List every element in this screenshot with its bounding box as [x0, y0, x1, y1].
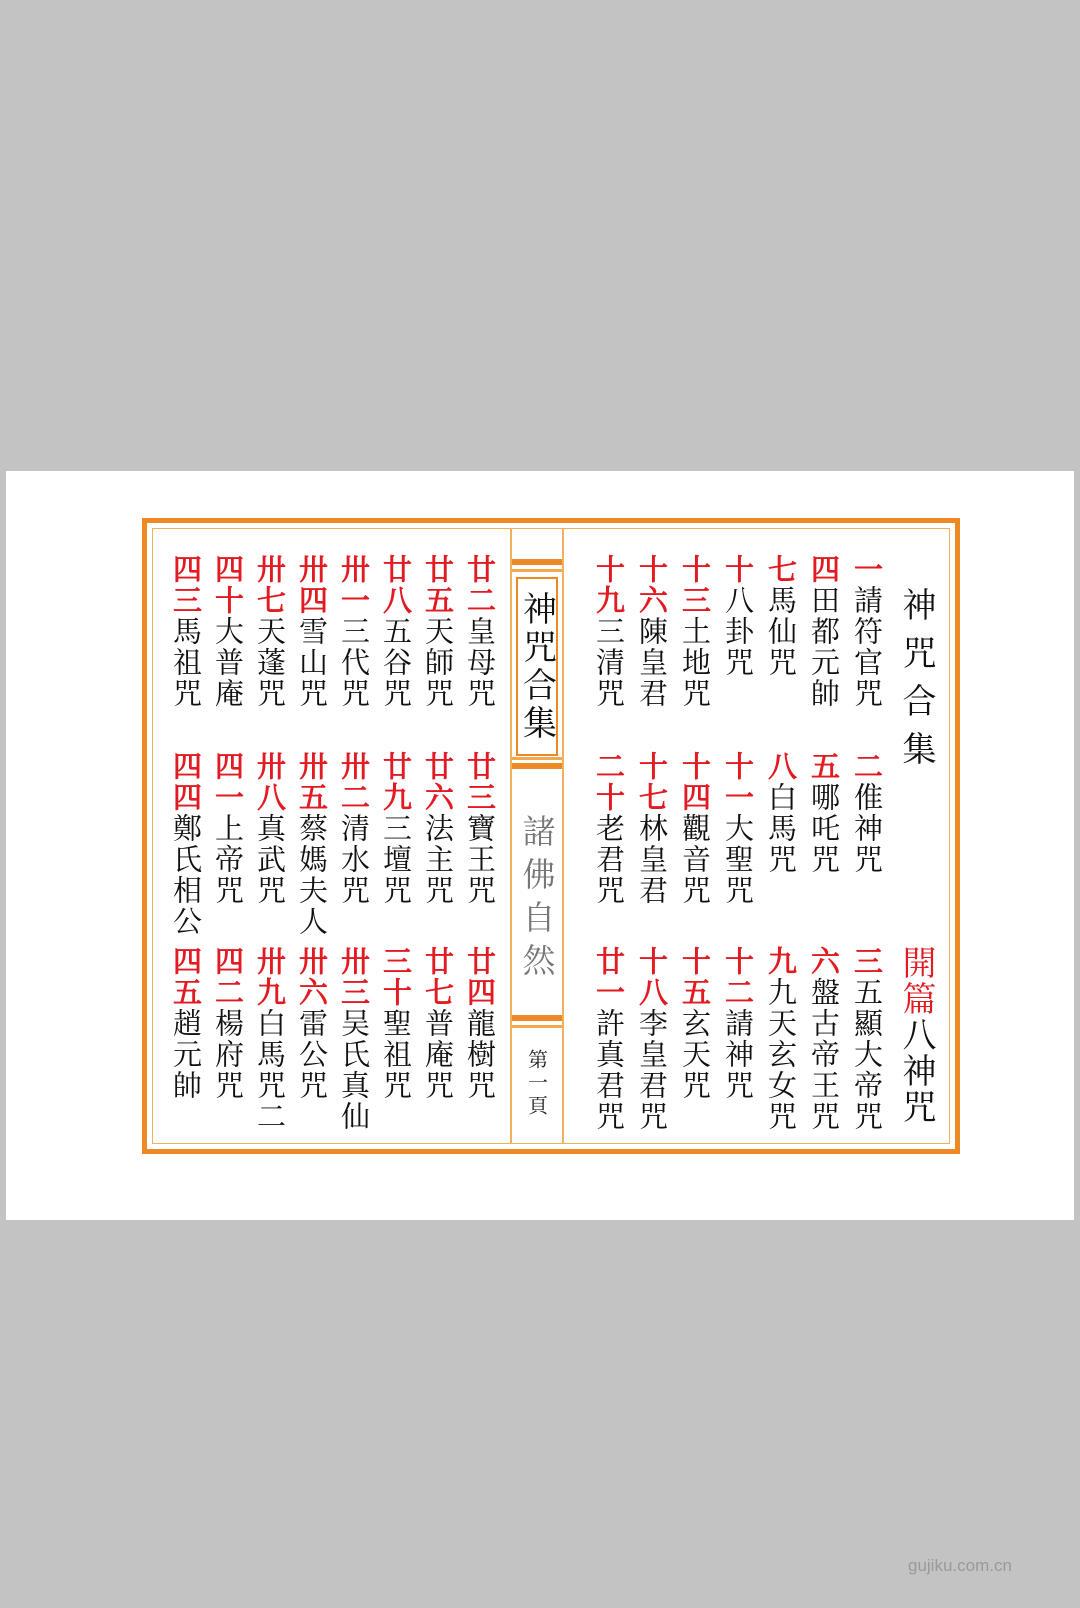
entry-title: 龍樹咒 [463, 1008, 497, 1101]
entry [848, 946, 886, 1132]
entry-title: 八卦咒 [721, 585, 755, 678]
entry-number: 七 [764, 554, 798, 585]
entry-number: 二十 [592, 751, 626, 813]
entry-number: 廿九 [379, 751, 413, 813]
entry-title: 盤古帝王咒 [807, 977, 841, 1132]
entry [805, 946, 843, 1132]
entry-number: 卅二 [337, 751, 371, 813]
entry-title: 九天玄女咒 [764, 977, 798, 1132]
entry-title: 五顯大帝咒 [850, 977, 884, 1132]
entry [805, 751, 843, 875]
spine-stripe [512, 559, 562, 565]
entry-number: 廿一 [592, 946, 626, 1008]
entry-title: 天蓬咒 [253, 616, 287, 709]
entry [590, 946, 628, 1132]
entry-number: 四三 [169, 554, 203, 616]
entry-title: 馬仙咒 [764, 585, 798, 678]
entry [251, 946, 289, 1132]
entry-title: 清水咒 [337, 813, 371, 906]
entry-number: 卅三 [337, 946, 371, 1008]
page-border [142, 518, 960, 1154]
entry [633, 554, 671, 709]
entry-number: 十八 [635, 946, 669, 1008]
entry [293, 751, 331, 937]
entry [209, 946, 247, 1101]
entry-number: 四一 [211, 751, 245, 813]
entry-number: 卅一 [337, 554, 371, 616]
entry [590, 554, 628, 709]
entry-title: 白馬咒二 [253, 1008, 287, 1132]
entry-number: 卅八 [253, 751, 287, 813]
entry [167, 751, 205, 937]
entry-title: 哪吒咒 [807, 782, 841, 875]
entry-title: 雷公咒 [295, 1008, 329, 1101]
entry [419, 554, 457, 709]
entry [293, 554, 331, 709]
entry-title: 玄天咒 [678, 1008, 712, 1101]
entry-number: 廿三 [463, 751, 497, 813]
watermark: gujiku.com.cn [908, 1556, 1012, 1575]
entry [419, 946, 457, 1101]
entry [461, 554, 499, 709]
spine-title: 神咒合集 [516, 577, 558, 756]
entry [461, 946, 499, 1101]
entry-number: 八 [764, 751, 798, 782]
entry-title: 李皇君咒 [635, 1008, 669, 1132]
entry [377, 946, 415, 1101]
entry-number: 十三 [678, 554, 712, 616]
entry-number: 廿六 [421, 751, 455, 813]
entry-number: 廿五 [421, 554, 455, 616]
entry-title: 陳皇君 [635, 616, 669, 709]
entry-title: 五谷咒 [379, 616, 413, 709]
entry-title: 大聖咒 [721, 813, 755, 906]
entry-title: 普庵咒 [421, 1008, 455, 1101]
entry [676, 946, 714, 1101]
entry-number: 卅五 [295, 751, 329, 813]
entry-title: 觀音咒 [678, 813, 712, 906]
entry-number: 四二 [211, 946, 245, 1008]
entry [461, 751, 499, 906]
entry-number: 卅四 [295, 554, 329, 616]
entry [590, 751, 628, 906]
entry-number: 三十 [379, 946, 413, 1008]
entry [676, 554, 714, 709]
entry-title: 三清咒 [592, 616, 626, 709]
entry-number: 四十 [211, 554, 245, 616]
spine-stripe [512, 757, 562, 760]
entry [377, 751, 415, 906]
entry-title: 皇母咒 [463, 616, 497, 709]
entry-number: 十五 [678, 946, 712, 1008]
entry [805, 554, 843, 709]
entry-title: 白馬咒 [764, 782, 798, 875]
entry-number: 十七 [635, 751, 669, 813]
entry [762, 554, 800, 678]
page-heading: 神咒合集 [896, 587, 936, 779]
entry-title: 老君咒 [592, 813, 626, 906]
entry-title: 天師咒 [421, 616, 455, 709]
entry [762, 946, 800, 1132]
entry [676, 751, 714, 906]
entry-number: 一 [850, 554, 884, 585]
entry-title: 聖祖咒 [379, 1008, 413, 1101]
entry-title: 請符官咒 [850, 585, 884, 709]
entry [335, 554, 373, 709]
subheading-red: 開篇 [896, 945, 936, 1017]
entry-title: 鄭氏相公 [169, 813, 203, 937]
entry [762, 751, 800, 875]
entry [167, 946, 205, 1101]
entry [719, 554, 757, 678]
entry [167, 554, 205, 709]
entry-number: 十四 [678, 751, 712, 813]
spine-stripe [512, 569, 562, 572]
spine-stripe [512, 1025, 562, 1028]
entry-title: 蔡媽夫人 [295, 813, 329, 937]
entry [633, 946, 671, 1132]
entry-number: 卅九 [253, 946, 287, 1008]
opening-subheading [897, 945, 935, 1125]
entry-number: 卅七 [253, 554, 287, 616]
entry-number: 廿七 [421, 946, 455, 1008]
inner-border [152, 528, 950, 1144]
entry-title: 三代咒 [337, 616, 371, 709]
entry-title: 寶王咒 [463, 813, 497, 906]
entry-title: 田都元帥 [807, 585, 841, 709]
entry-number: 六 [807, 946, 841, 977]
entry-number: 二 [850, 751, 884, 782]
entry [419, 751, 457, 906]
entry-title: 林皇君 [635, 813, 669, 906]
entry-number: 十六 [635, 554, 669, 616]
entry-number: 廿二 [463, 554, 497, 616]
spine-stripe [512, 763, 562, 769]
entry [251, 751, 289, 906]
entry-number: 三 [850, 946, 884, 977]
entry-title: 上帝咒 [211, 813, 245, 906]
entry-title: 許真君咒 [592, 1008, 626, 1132]
entry-title: 吴氏真仙 [337, 1008, 371, 1132]
book-page [6, 471, 1074, 1220]
entry-number: 廿八 [379, 554, 413, 616]
entry-number: 四四 [169, 751, 203, 813]
entry [848, 554, 886, 709]
entry-title: 土地咒 [678, 616, 712, 709]
subheading-black: 八神咒 [896, 1017, 936, 1125]
entry-number: 五 [807, 751, 841, 782]
entry-title: 楊府咒 [211, 1008, 245, 1101]
entry-number: 十九 [592, 554, 626, 616]
entry [633, 751, 671, 906]
entry [719, 751, 757, 906]
entry-number: 廿四 [463, 946, 497, 1008]
entry-title: 真武咒 [253, 813, 287, 906]
entry [293, 946, 331, 1101]
entry [209, 751, 247, 906]
entry-title: 大普庵 [211, 616, 245, 709]
center-spine [510, 529, 564, 1143]
entry-title: 趙元帥 [169, 1008, 203, 1101]
entry [848, 751, 886, 875]
spine-seal-text: 諸佛自然 [517, 814, 557, 986]
entry-number: 四 [807, 554, 841, 585]
entry-number: 十二 [721, 946, 755, 1008]
entry [335, 751, 373, 906]
entry [209, 554, 247, 709]
entry-title: 請神咒 [721, 1008, 755, 1101]
entry-number: 十一 [721, 751, 755, 813]
entry [251, 554, 289, 709]
entry [719, 946, 757, 1101]
entry-number: 四五 [169, 946, 203, 1008]
page-number: 第一頁 [524, 1049, 549, 1118]
entry-title: 法主咒 [421, 813, 455, 906]
entry-number: 九 [764, 946, 798, 977]
entry [335, 946, 373, 1132]
entry-title: 三壇咒 [379, 813, 413, 906]
entry-title: 雪山咒 [295, 616, 329, 709]
entry-title: 倠神咒 [850, 782, 884, 875]
entry-number: 十 [721, 554, 755, 585]
entry-title: 馬祖咒 [169, 616, 203, 709]
spine-stripe [512, 1015, 562, 1021]
entry [377, 554, 415, 709]
entry-number: 卅六 [295, 946, 329, 1008]
